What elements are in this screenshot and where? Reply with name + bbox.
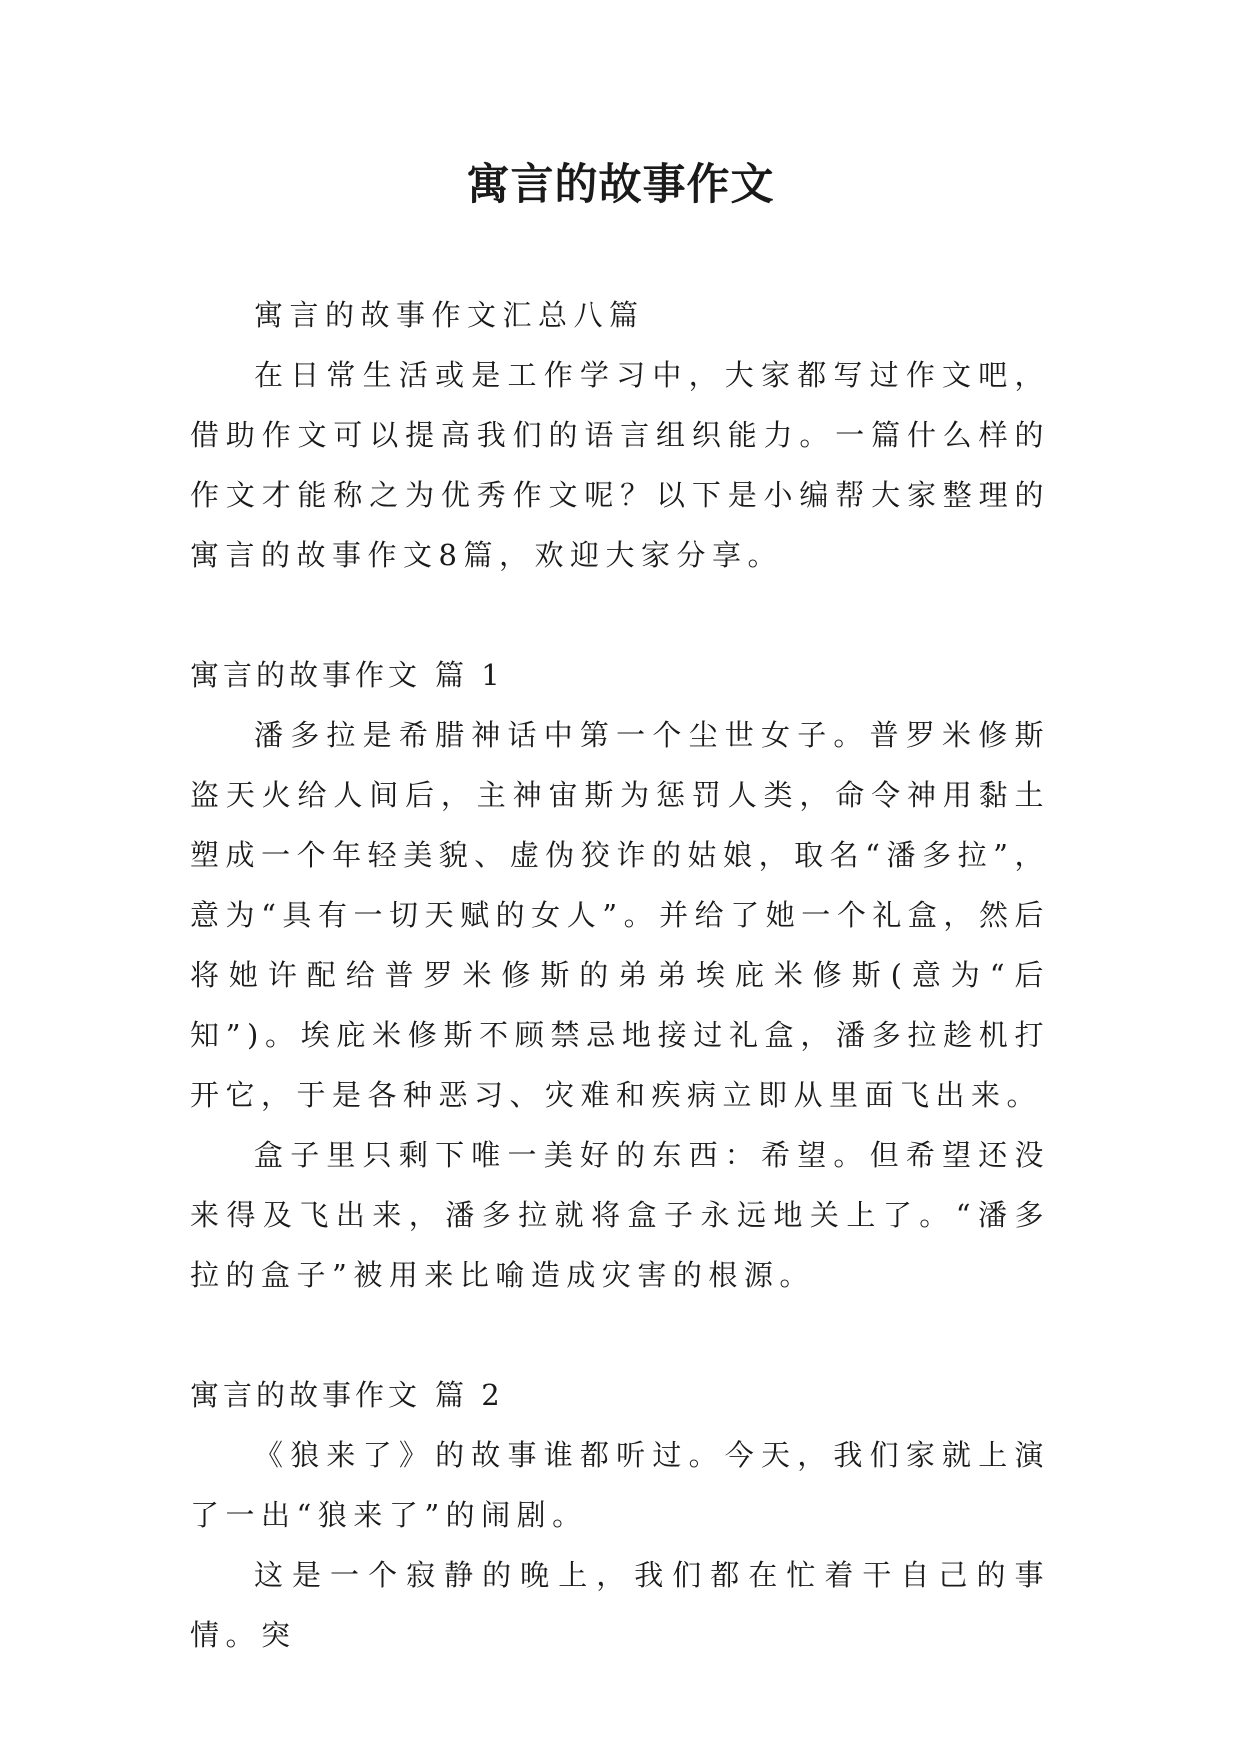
intro-paragraph: 在日常生活或是工作学习中，大家都写过作文吧，借助作文可以提高我们的语言组织能力。一篇什么样的作文才能称之为优秀作文呢？以下是小编帮大家整理的寓言的故事作文8篇，欢迎大家分享。: [190, 358, 1050, 572]
intro-heading: 寓言的故事作文汇总八篇: [254, 298, 645, 332]
section-2-paragraph-1: 《狼来了》的故事谁都听过。今天，我们家就上演了一出“狼来了”的闹剧。: [190, 1438, 1050, 1532]
section-heading-1: [190, 645, 1050, 705]
section-2-paragraph-2: 这是一个寂静的晚上，我们都在忙着干自己的事情。突: [190, 1558, 1050, 1652]
section-heading-text: 寓言的故事作文: [190, 1378, 422, 1412]
section-1-paragraph-2: 盒子里只剩下唯一美好的东西：希望。但希望还没来得及飞出来，潘多拉就将盒子永远地关上了。“潘多拉的盒子”被用来比喻造成灾害的根源。: [190, 1138, 1050, 1292]
section-heading-text: 寓言的故事作文: [190, 658, 422, 692]
document-title: 寓言的故事作文: [466, 160, 775, 210]
section-number: 篇 1: [435, 658, 504, 692]
section-1-paragraph-1: 潘多拉是希腊神话中第一个尘世女子。普罗米修斯盗天火给人间后，主神宙斯为惩罚人类，命令神用黏土塑成一个年轻美貌、虚伪狡诈的姑娘，取名“潘多拉”，意为“具有一切天赋的女人”。并给了她一个礼盒，然后将她许配给普罗米修斯的弟弟埃庇米修斯(意为“后知”)。埃庇米修斯不顾禁忌地接过礼盒，潘多拉趁机打开它，于是各种恶习、灾难和疾病立即从里面飞出来。: [190, 718, 1050, 1112]
section-gap: [190, 585, 1050, 645]
section-gap: [190, 1305, 1050, 1365]
section-number: 篇 2: [435, 1378, 504, 1412]
document-body: [190, 285, 1050, 1665]
section-heading-2: [190, 1365, 1050, 1425]
